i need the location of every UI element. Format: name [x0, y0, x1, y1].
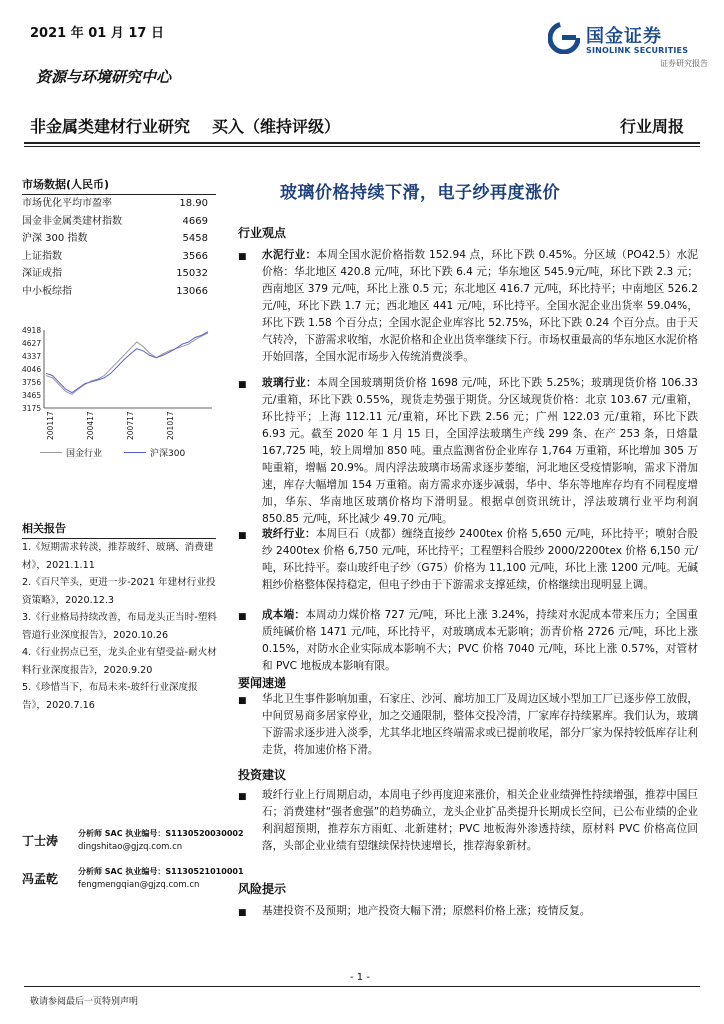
market-data-value: 15032 — [176, 268, 208, 279]
advice-paragraph: 玻纤行业上行周期启动，本周电子纱再度迎来涨价，相关企业业绩弹性持续增强，推荐中国巨石；消费建材“强者愈强”的趋势确立，龙头企业扩品类提升长期成长空间，已公布业绩的企业利润超预期，推荐东方雨虹、北新建材；PVC 地板海外渗透持续，原材料 PVC 价格高位回落，头部企业业绩有望继续保持快速增长，推荐海象新材。 — [262, 789, 698, 852]
bullet-icon: ■ — [238, 696, 247, 706]
company-logo — [548, 22, 708, 66]
report-title: 玻璃价格持续下滑，电子纱再度涨价 — [280, 183, 560, 203]
related-report-item[interactable]: 4.《行业拐点已至，龙头企业有望受益-耐火材料行业深度报告》，2020.9.20 — [22, 647, 217, 676]
analyst-name: 冯孟乾 — [22, 872, 59, 886]
analyst-license: 分析师 SAC 执业编号：S1130521010001 — [78, 867, 244, 876]
market-data-label: 国金非金属类建材指数 — [22, 215, 122, 227]
logo-text-en: SINOLINK SECURITIES — [586, 46, 689, 55]
y-tick-label: 4627 — [22, 339, 42, 349]
y-tick-label: 4337 — [22, 352, 42, 361]
market-data-row — [22, 230, 216, 248]
footer-divider — [24, 986, 700, 987]
sinolink-logo-icon — [548, 22, 580, 54]
glass-paragraph — [262, 375, 698, 528]
bullet-icon: ■ — [238, 380, 247, 390]
industry-name: 非金属类建材行业研究 — [30, 117, 191, 136]
x-tick-label: 200117 — [46, 411, 55, 440]
fiber-lead: 玻纤行业： — [262, 528, 316, 540]
related-report-item[interactable]: 3.《行业格局持续改善，布局龙头正当时-塑料管道行业深度报告》，2020.10.26 — [22, 612, 217, 641]
cement-lead: 水泥行业： — [262, 249, 317, 261]
bullet-icon: ■ — [238, 612, 247, 622]
report-date: 2021 年 01 月 17 日 — [30, 26, 164, 41]
y-tick-label: 3465 — [22, 391, 42, 401]
cement-paragraph — [262, 247, 698, 366]
fiber-text: 本周巨石（成都）缠绕直接纱 2400tex 价格 5,650 元/吨，环比持平；喷射合股纱 2400tex 价格 6,750 元/吨，环比持平；工程塑料合股纱 2000/2200tex 价格 6,150 元/吨，环比持平。泰山玻纤电子纱（G75）价格为 11,100 元/吨，环比上涨 1200 元/吨。无碱粗纱价格整体保持稳定，但电子纱由于下游需求支撑延续，价格继续出现明显上调。 — [262, 528, 698, 591]
y-tick-label: 3175 — [22, 404, 42, 413]
cost-lead: 成本端： — [262, 609, 306, 621]
related-report-item[interactable]: 5.《珍惜当下，布局未来-玻纤行业深度报告》，2020.7.16 — [22, 682, 198, 711]
market-data-value: 3566 — [182, 250, 208, 262]
market-data-label: 中小板综指 — [22, 285, 72, 297]
legend-label: 国金行业 — [66, 449, 103, 459]
section-title-news: 要闻速递 — [238, 676, 287, 690]
risk-paragraph: 基建投资不及预期；地产投资大幅下滑；原燃料价格上涨；疫情反复。 — [262, 905, 591, 917]
market-data-value: 18.90 — [179, 198, 208, 209]
industry-rating-line — [30, 114, 362, 137]
related-report-item[interactable]: 1.《短期需求转淡，推荐玻纤、玻璃、消费建材》，2021.1.11 — [22, 542, 214, 571]
market-data-panel — [22, 176, 216, 300]
market-data-value: 13066 — [176, 285, 208, 297]
cost-text: 本周动力煤价格 727 元/吨，环比上涨 3.24%，持续对水泥成本带来压力；全国重质纯碱价格 1471 元/吨，环比持平，对玻璃成本无影响；沥青价格 2726 元/吨，环比上涨 0.15%，对防水企业实际成本影响不大；PVC 价格 7040 元/吨，环比上涨 0.57%，对管材和 PVC 地板成本影响有限。 — [262, 609, 699, 672]
analyst-email[interactable]: dingshitao@gjzq.com.cn — [78, 842, 183, 852]
legend-item — [40, 446, 102, 459]
x-tick-label: 200717 — [126, 411, 135, 440]
news-paragraph: 华北卫生事件影响加重，石家庄、沙河、廊坊加工厂及周边区域小型加工厂已逐步停工放假，中间贸易商多居家停业，加之交通限制，整体交投冷清，厂家库存持续累库。我们认为，玻璃下游需求逐步进入淡季，尤其华北地区终端需求或已提前收尾，部分厂家为保持较低库存让利走货，将加速价格下滑。 — [262, 693, 698, 756]
market-data-label: 沪深 300 指数 — [22, 233, 88, 244]
bullet-icon: ■ — [238, 792, 247, 802]
legend-swatch — [124, 452, 146, 453]
cost-paragraph — [262, 607, 698, 675]
report-type: 行业周报 — [619, 117, 684, 136]
footer-disclaimer: 敬请参阅最后一页特别声明 — [30, 997, 139, 1007]
page-number: - 1 - — [350, 972, 370, 983]
index-line-chart — [22, 320, 216, 490]
analyst-name: 丁士涛 — [22, 834, 59, 848]
y-tick-label: 4918 — [22, 326, 42, 335]
market-data-value: 4669 — [182, 215, 208, 227]
analyst-email[interactable]: fengmengqian@gjzq.com.cn — [78, 880, 200, 890]
market-data-row — [22, 265, 216, 283]
market-data-title: 市场数据(人民币) — [22, 176, 216, 195]
series-line-hs300 — [46, 332, 208, 393]
header-divider — [24, 142, 700, 144]
header-divider-thin — [24, 146, 700, 147]
y-tick-label: 3756 — [22, 378, 42, 387]
analyst-card — [22, 866, 244, 902]
logo-text-cn: 国金证券 — [586, 26, 662, 47]
related-reports-title: 相关报告 — [22, 520, 216, 539]
market-data-rows — [22, 195, 216, 300]
legend-swatch — [40, 452, 62, 453]
analyst-license: 分析师 SAC 执业编号：S1130520030002 — [78, 829, 244, 838]
related-report-item[interactable]: 2.《百尺竿头，更进一步-2021 年建材行业投资策略》，2020.12.3 — [22, 577, 216, 606]
rating: 买入（维持评级） — [212, 117, 341, 136]
market-data-row — [22, 195, 216, 213]
glass-text: 本周全国玻璃期货价格 1698 元/吨，环比下跌 5.25%；玻璃现货价格 106.33 元/重箱，环比下跌 0.55%，现货走势强于期货。分区域现货价格：北京 103.67 元/重箱，环比持平；上海 112.11 元/重箱，环比下跌 2.56 元；广州 122.03 元/重箱，环比下跌 6.93 元。截至 2020 年 1 月 15 日，全国浮法玻璃生产线 299 条、在产 253 条，日熔量 167,725 吨，较上周增加 850 吨。重点监测省份企业库存 1,764 万重箱，环比增加 305 万吨重箱，增幅 20.9%。周内浮法玻璃市场需求逐步萎缩，河北地区受疫情影响，需求下滑加速，库存大幅增加 154 万重箱。南方需求亦逐步减弱，华中、华东等地库存均有不同程度增加，华东、华南地区玻璃价格均下滑明显。根据卓创资讯统计，浮法玻璃行业平均利润 850.85 元/吨，环比减少 49.70 元/吨。 — [262, 377, 699, 525]
section-title-view: 行业观点 — [238, 226, 287, 240]
bullet-icon: ■ — [238, 908, 247, 918]
market-data-label: 市场优化平均市盈率 — [22, 198, 112, 209]
market-data-value: 5458 — [182, 233, 208, 244]
x-tick-label: 201017 — [166, 411, 175, 440]
market-data-row — [22, 283, 216, 301]
logo-subtitle: 证券研究报告 — [660, 59, 708, 68]
y-tick-label: 4046 — [22, 365, 42, 375]
analyst-card — [22, 828, 244, 864]
legend-item — [124, 446, 185, 459]
bullet-icon: ■ — [238, 252, 247, 262]
section-title-advice: 投资建议 — [238, 768, 287, 782]
x-tick-label: 200417 — [86, 411, 95, 440]
related-reports-list — [22, 539, 218, 714]
research-center: 资源与环境研究中心 — [36, 68, 172, 86]
market-data-label: 上证指数 — [22, 250, 62, 262]
fiber-paragraph — [262, 526, 698, 594]
bullet-icon: ■ — [238, 531, 247, 541]
market-data-row — [22, 248, 216, 266]
legend-label: 沪深300 — [150, 449, 186, 459]
chart-legend — [22, 446, 216, 459]
market-data-label: 深证成指 — [22, 268, 62, 279]
section-title-risk: 风险提示 — [238, 882, 287, 896]
glass-lead: 玻璃行业： — [262, 377, 318, 389]
market-data-row — [22, 213, 216, 231]
cement-text: 本周全国水泥价格指数 152.94 点，环比下跌 0.45%。分区域（PO42.5）水泥价格：华北地区 420.8 元/吨，环比下跌 6.4 元；华东地区 545.9元/吨，环比下跌 2.3 元；西南地区 379 元/吨，环比上涨 0.5 元；东北地区 416.7 元/吨，环比持平；中南地区 526.2 元/吨，环比下跌 1.7 元；西北地区 441 元/吨，环比持平。全国水泥企业出货率 59.04%，环比下跌 1.58 个百分点；全国水泥企业库容比 52.75%，环比下跌 0.24 个百分点。由于天气转冷，下游需求收缩，水泥价格和企业出货率继续下行。市场权重最高的华东地区水泥价格开始回落，全国水泥市场步入传统消费淡季。 — [262, 249, 699, 363]
series-line-industry — [46, 333, 208, 394]
